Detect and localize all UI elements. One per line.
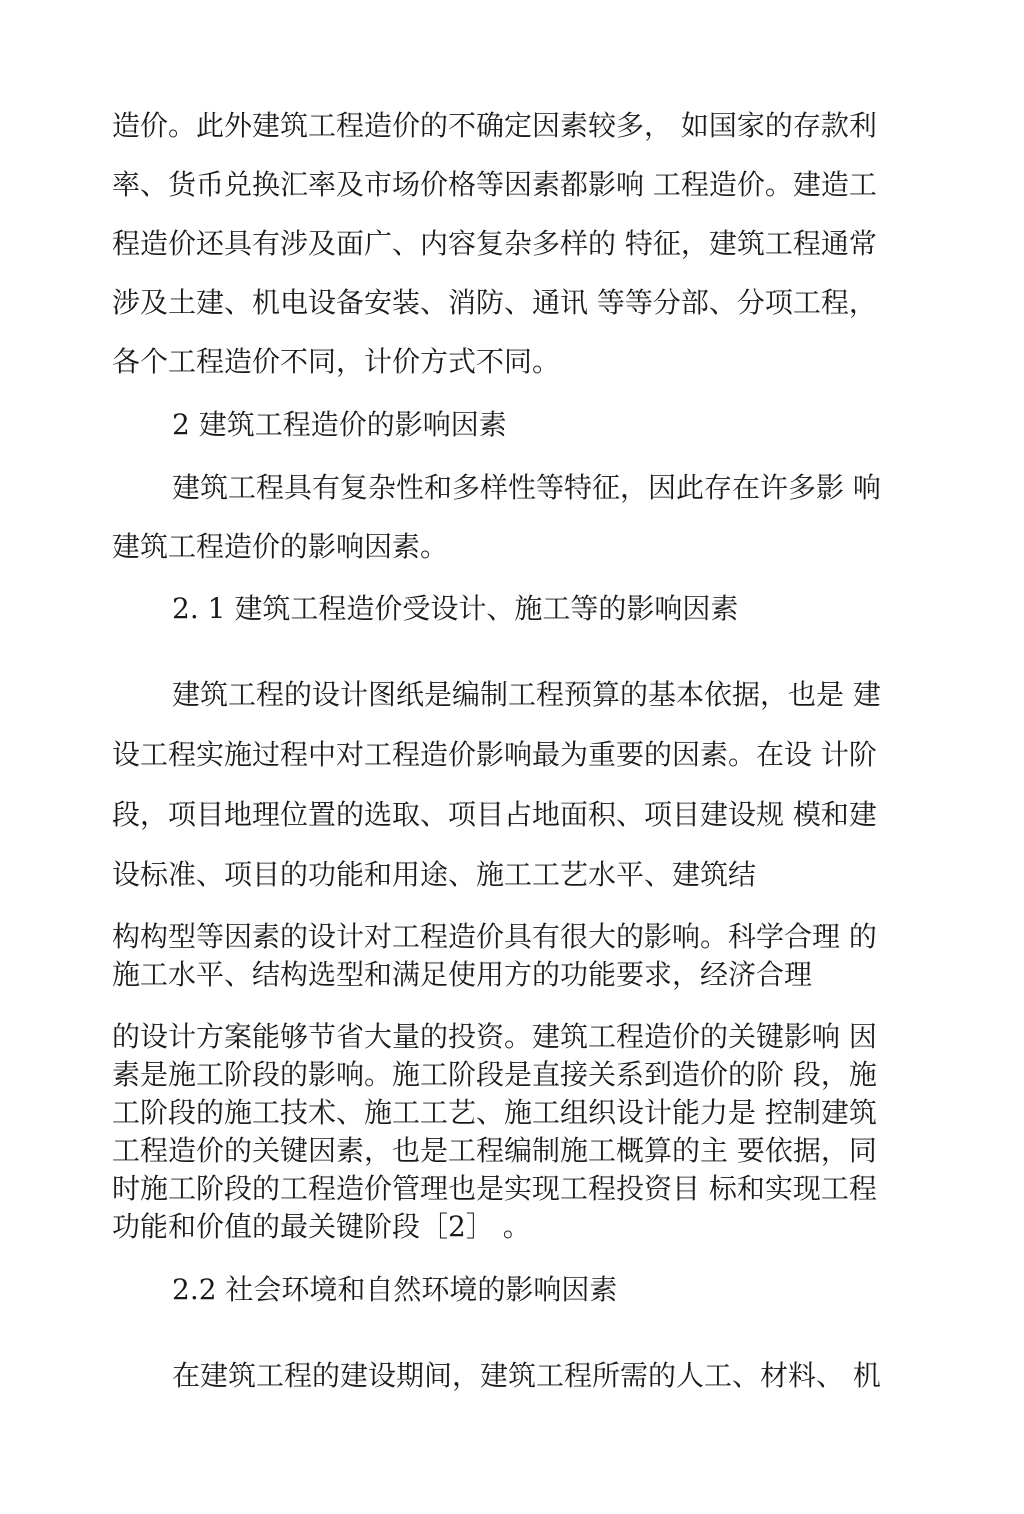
text-line: 建筑工程的设计图纸是编制工程预算的基本依据，也是 建 xyxy=(172,678,881,711)
subsection-heading: 2. 1 建筑工程造价受设计、施工等的影响因素 xyxy=(172,592,739,625)
text-line: 工程造价的关键因素，也是工程编制施工概算的主 要依据，同 xyxy=(112,1134,877,1167)
text-line: 时施工阶段的工程造价管理也是实现工程投资目 标和实现工程 xyxy=(112,1172,877,1205)
text-line: 段，项目地理位置的选取、项目占地面积、项目建设规 模和建 xyxy=(112,798,877,831)
text-line: 涉及土建、机电设备安装、消防、通讯 等等分部、分项工程， xyxy=(112,286,877,319)
text-line: 各个工程造价不同，计价方式不同。 xyxy=(112,345,561,378)
subsection-heading: 2.2 社会环境和自然环境的影响因素 xyxy=(172,1273,618,1306)
text-line: 率、货币兑换汇率及市场价格等因素都影响 工程造价。建造工 xyxy=(112,168,877,201)
text-line: 的设计方案能够节省大量的投资。建筑工程造价的关键影响 因 xyxy=(112,1020,877,1053)
text-line: 设标准、项目的功能和用途、施工工艺水平、建筑结 xyxy=(112,858,757,891)
text-line: 工阶段的施工技术、施工工艺、施工组织设计能力是 控制建筑 xyxy=(112,1096,877,1129)
text-line: 造价。此外建筑工程造价的不确定因素较多， 如国家的存款利 xyxy=(112,109,877,142)
text-line: 设工程实施过程中对工程造价影响最为重要的因素。在设 计阶 xyxy=(112,738,877,771)
text-line: 建筑工程具有复杂性和多样性等特征，因此存在许多影 响 xyxy=(172,471,881,504)
text-line: 素是施工阶段的影响。施工阶段是直接关系到造价的阶 段，施 xyxy=(112,1058,877,1091)
text-line: 构构型等因素的设计对工程造价具有很大的影响。科学合理 的 xyxy=(112,920,877,953)
text-line: 施工水平、结构选型和满足使用方的功能要求，经济合理 xyxy=(112,958,813,991)
text-line: 功能和价值的最关键阶段［2］ 。 xyxy=(112,1210,531,1243)
text-line: 程造价还具有涉及面广、内容复杂多样的 特征，建筑工程通常 xyxy=(112,227,877,260)
section-heading: 2 建筑工程造价的影响因素 xyxy=(172,408,507,441)
text-line: 在建筑工程的建设期间，建筑工程所需的人工、材料、 机 xyxy=(172,1359,881,1392)
text-line: 建筑工程造价的影响因素。 xyxy=(112,530,449,563)
